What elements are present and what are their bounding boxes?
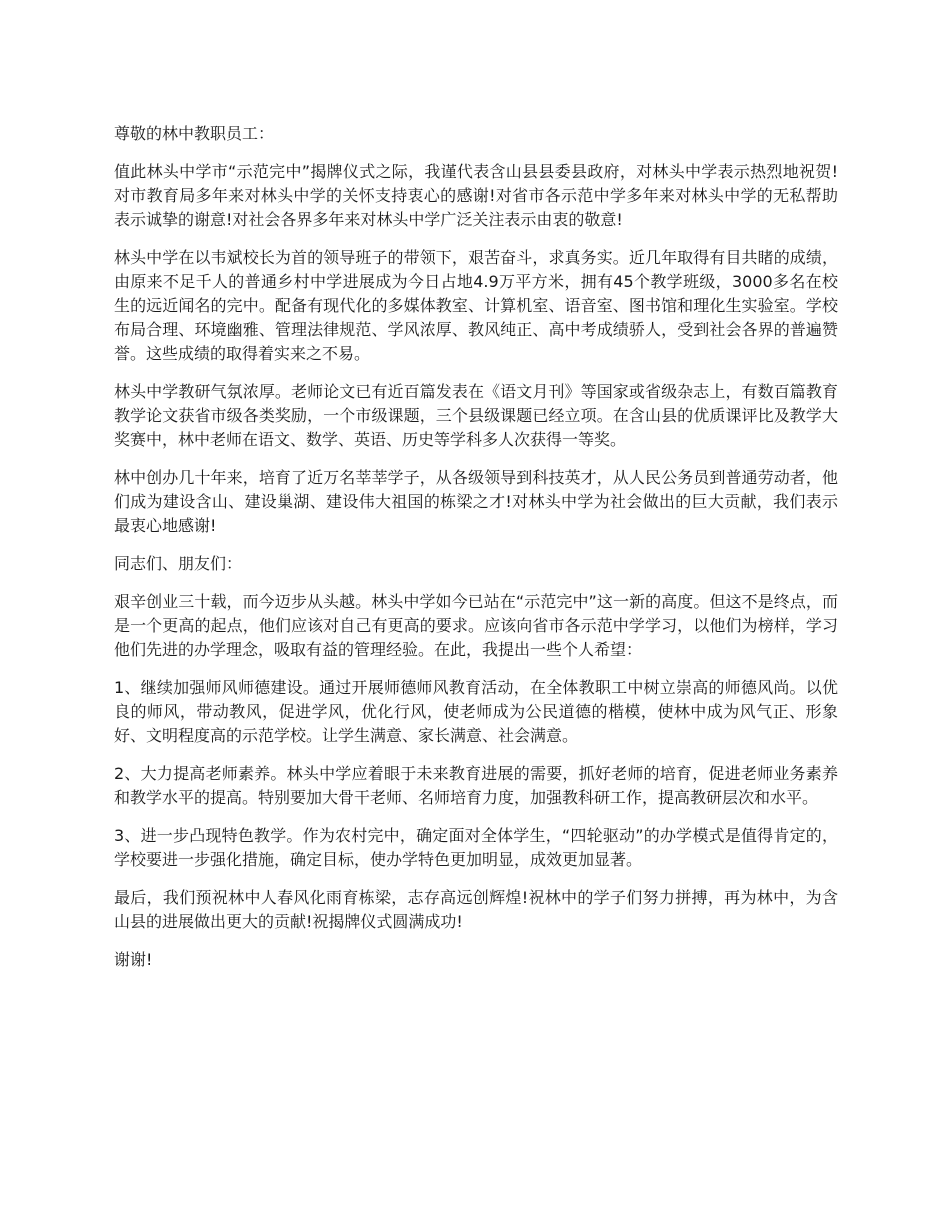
paragraph-research: 林头中学教研气氛浓厚。老师论文已有近百篇发表在《语文月刊》等国家或省级杂志上，有数百篇教育教学论文获省市级各类奖励，一个市级课题，三个县级课题已经立项。在含山县的优质课评比及教学大奖赛中，林中老师在语文、数学、英语、历史等学科多人次获得一等奖。 — [114, 382, 838, 449]
paragraph-new-height: 艰辛创业三十载，而今迈步从头越。林头中学如今已站在“示范完中”这一新的高度。但这不是终点，而是一个更高的起点，他们应该对自己有更高的要求。应该向省市各示范中学学习，以他们为榜样，学习他们先进的办学理念，吸取有益的管理经验。在此，我提出一些个人希望： — [114, 592, 838, 659]
paragraph-closing-wishes: 最后，我们预祝林中人春风化雨育栋梁，志存高远创辉煌!祝林中的学子们努力拼搏，再为林中，为含山县的进展做出更大的贡献!祝揭牌仪式圆满成功! — [114, 888, 838, 931]
closing-thanks: 谢谢! — [114, 950, 153, 969]
salutation: 尊敬的林中教职员工： — [114, 124, 275, 143]
paragraph-congratulations: 值此林头中学市“示范完中”揭牌仪式之际，我谨代表含山县县委县政府，对林头中学表示热烈地祝贺!对市教育局多年来对林头中学的关怀支持衷心的感谢!对省市各示范中学多年来对林头中学的无私帮助表示诚挚的谢意!对社会各界多年来对林头中学广泛关注表示由衷的敬意! — [114, 162, 838, 229]
document-body — [114, 122, 838, 986]
hope-item-1: 1、继续加强师风师德建设。通过开展师德师风教育活动，在全体教职工中树立崇高的师德风尚。以优良的师风，带动教风，促进学风，优化行风，使老师成为公民道德的楷模，使林中成为风气正、形象好、文明程度高的示范学校。让学生满意、家长满意、社会满意。 — [114, 678, 838, 745]
paragraph-alumni: 林中创办几十年来，培育了近万名莘莘学子，从各级领导到科技英才，从人民公务员到普通劳动者，他们成为建设含山、建设巢湖、建设伟大祖国的栋梁之才!对林头中学为社会做出的巨大贡献，我们表示最衷心地感谢! — [114, 468, 838, 535]
hope-item-2: 2、大力提高老师素养。林头中学应着眼于未来教育进展的需要，抓好老师的培育，促进老师业务素养和教学水平的提高。特别要加大骨干老师、名师培育力度，加强教科研工作，提高教研层次和水平。 — [114, 764, 838, 807]
hope-item-3: 3、进一步凸现特色教学。作为农村完中，确定面对全体学生，“四轮驱动”的办学模式是值得肯定的，学校要进一步强化措施，确定目标，使办学特色更加明显，成效更加显著。 — [114, 826, 838, 869]
paragraph-achievements: 林头中学在以韦斌校长为首的领导班子的带领下，艰苦奋斗，求真务实。近几年取得有目共睹的成绩，由原来不足千人的普通乡村中学进展成为今日占地4.9万平方米，拥有45个教学班级，3000多名在校生的远近闻名的完中。配备有现代化的多媒体教室、计算机室、语音室、图书馆和理化生实验室。学校布局合理、环境幽雅、管理法律规范、学风浓厚、教风纯正、高中考成绩骄人，受到社会各界的普遍赞誉。这些成绩的取得着实来之不易。 — [114, 248, 838, 363]
address-comrades: 同志们、朋友们： — [114, 554, 243, 573]
